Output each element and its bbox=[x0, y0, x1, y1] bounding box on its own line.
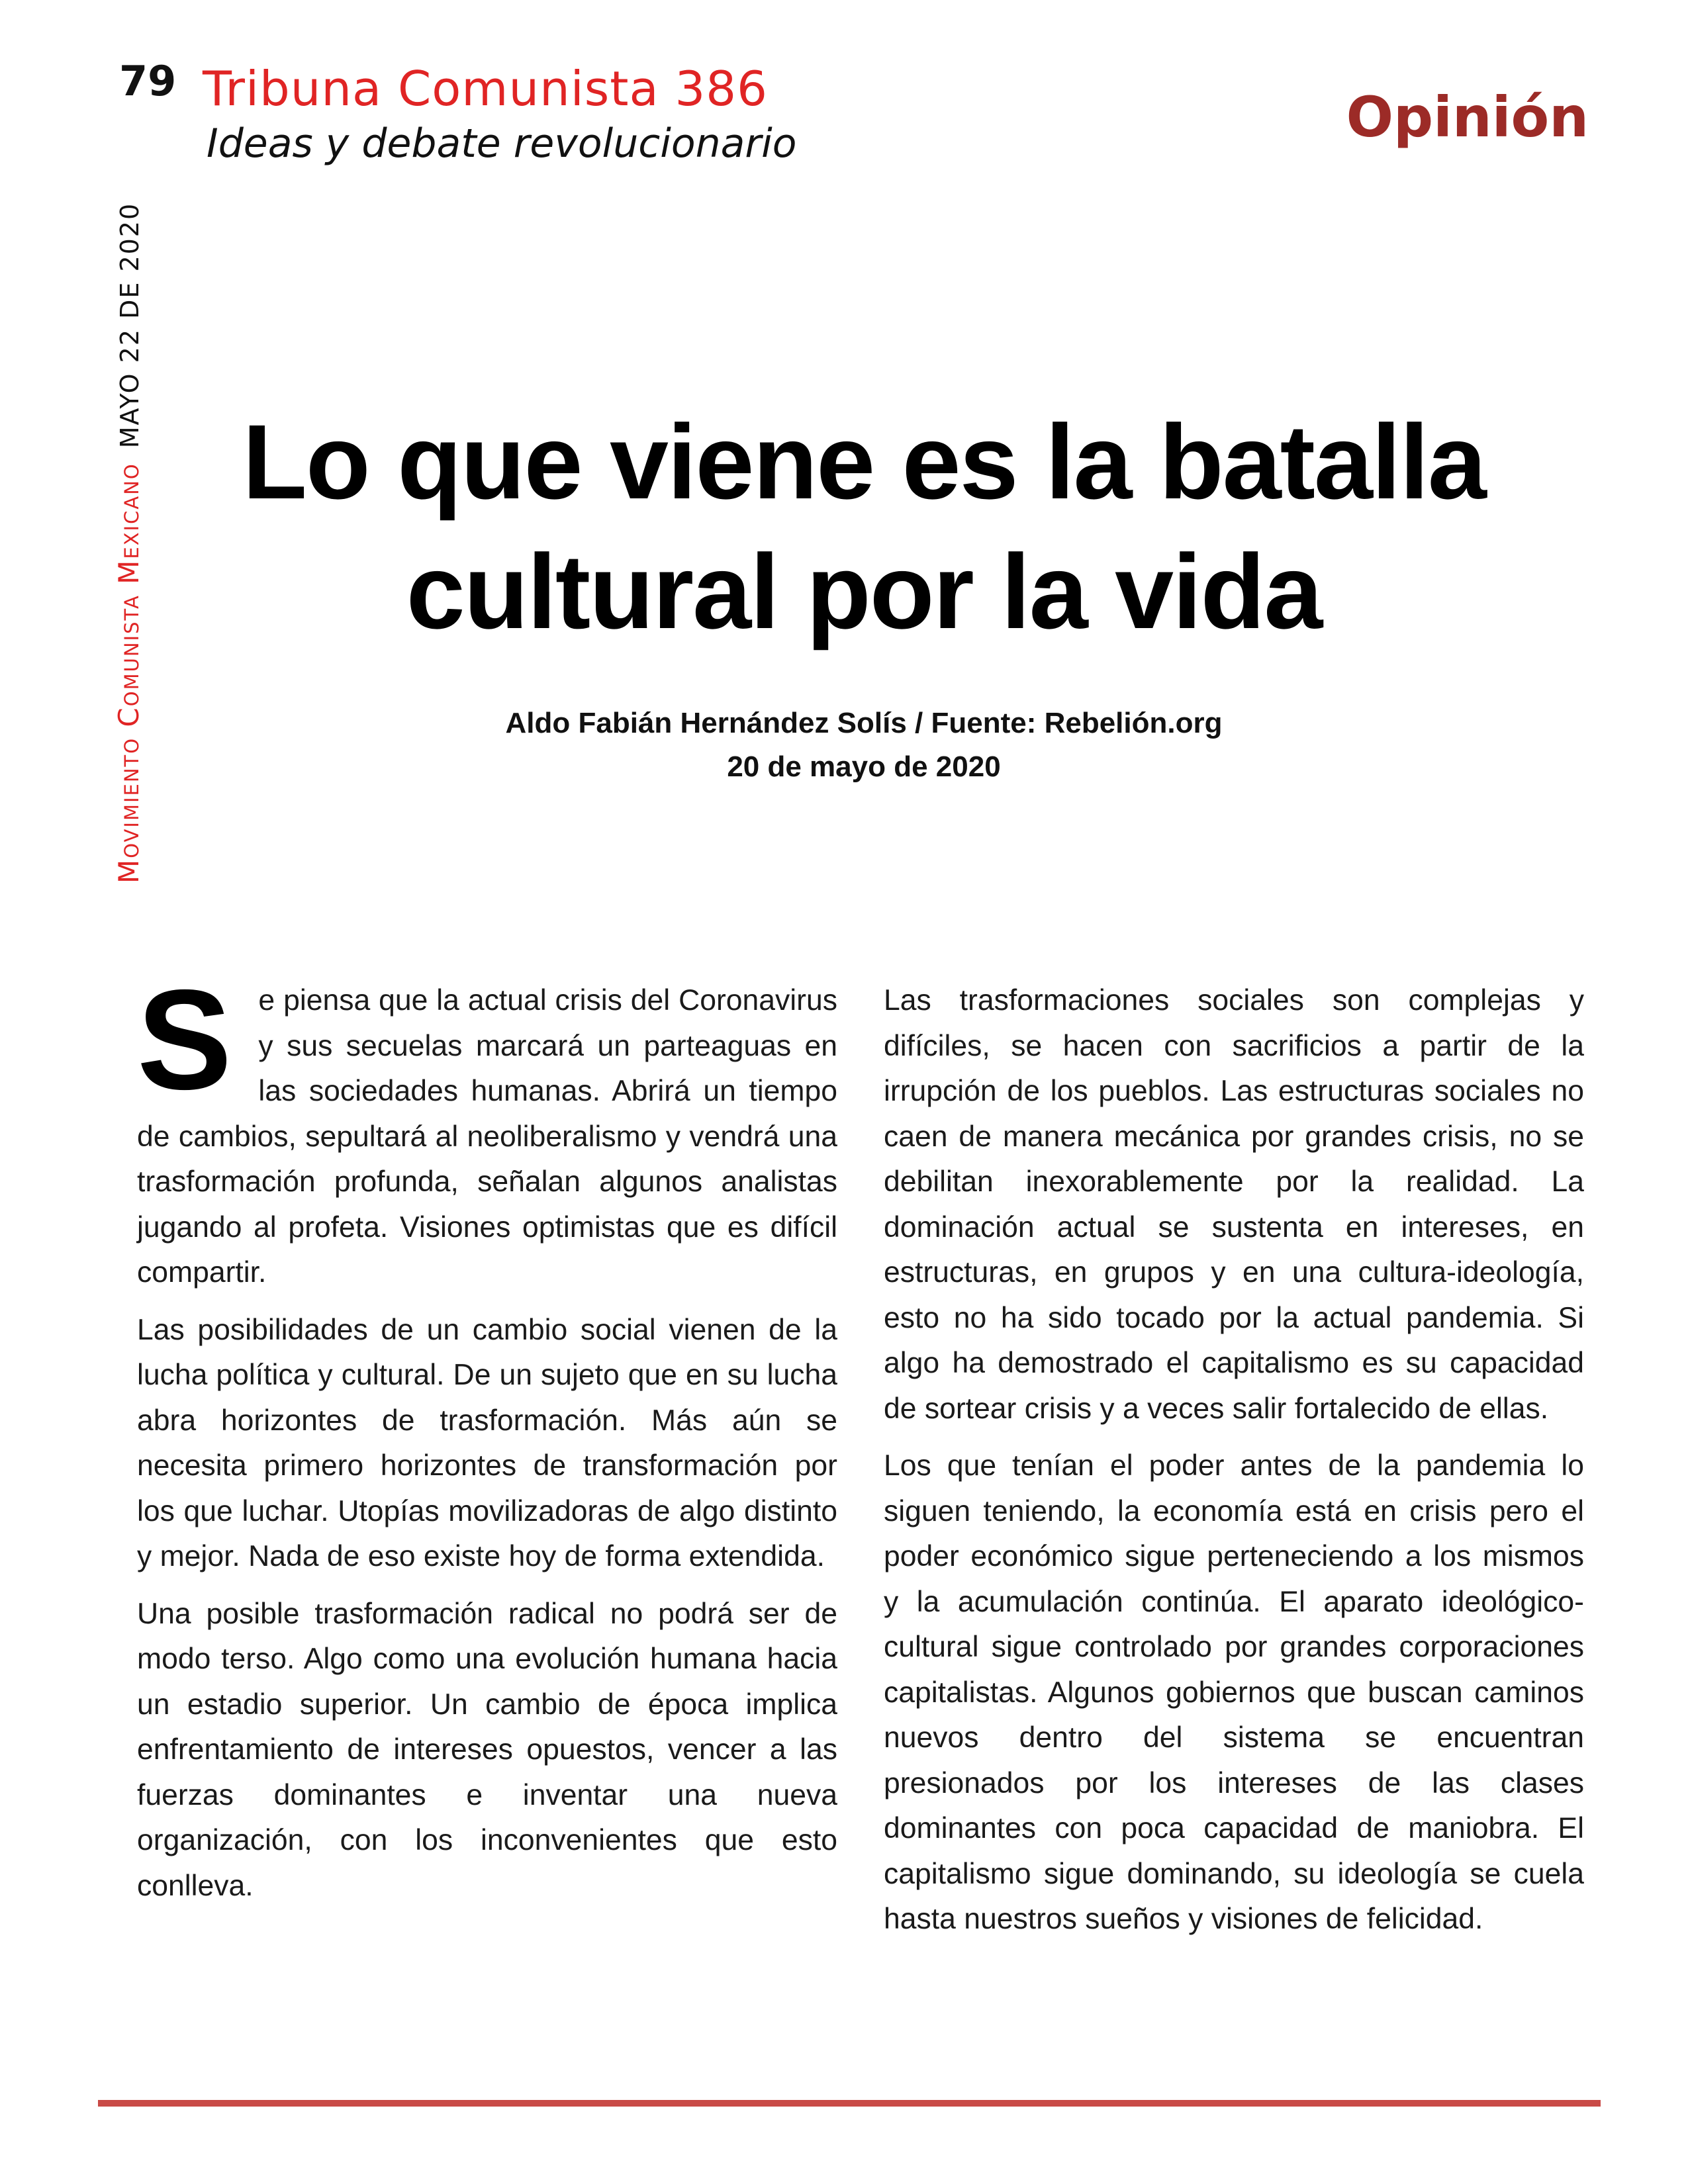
vertical-sidebar-label bbox=[113, 203, 145, 884]
bottom-divider bbox=[98, 2100, 1601, 2107]
magazine-subtitle: Ideas y debate revolucionario bbox=[207, 120, 797, 167]
paragraph: Una posible trasformación radical no podrá ser de modo terso. Algo como una evolución humana hacia un estadio superior. Un cambio de época implica enfrentamiento de intereses opuestos, vencer a las fuerzas dominantes e inventar una nueva organización, con los inconvenientes que esto conlleva. bbox=[137, 1597, 837, 1902]
left-column bbox=[137, 960, 837, 1921]
drop-cap: S bbox=[137, 960, 232, 1119]
article-byline-block bbox=[152, 702, 1575, 789]
right-column bbox=[884, 978, 1584, 1954]
paragraph: Las posibilidades de un cambio social vienen de la lucha política y cultural. De un sujeto que en su lucha abra horizontes de trasformación. Más aún se necesita primero horizontes de transformación por los que luchar. Utopías movilizadoras de algo distinto y mejor. Nada de eso existe hoy de forma extendida. bbox=[137, 1313, 837, 1572]
page-number: 79 bbox=[119, 57, 177, 105]
sidebar-date: MAYO 22 DE 2020 bbox=[115, 202, 144, 449]
section-label: Opinión bbox=[1346, 85, 1589, 150]
article-byline: Aldo Fabián Hernández Solís / Fuente: Rebelión.org bbox=[505, 707, 1223, 739]
magazine-title: Tribuna Comunista 386 bbox=[203, 61, 768, 116]
paragraph: Las trasformaciones sociales son complejas y difíciles, se hacen con sacrificios a partir de la irrupción de los pueblos. Las estructuras sociales no caen de manera mecánica por grandes crisis, no se debilitan inexorablemente por la realidad. La dominación actual se sustenta en intereses, en estructuras, en grupos y en una cultura-ideología, esto no ha sido tocado por la actual pandemia. Si algo ha demostrado el capitalismo es su capacidad de sortear crisis y a veces salir fortalecido de ellas. bbox=[884, 984, 1584, 1425]
article-title: Lo que viene es la batalla cultural por la vida bbox=[242, 402, 1485, 651]
paragraph bbox=[137, 960, 837, 1296]
first-paragraph-text: e piensa que la actual crisis del Coronavirus y sus secuelas marcará un parteaguas en las sociedades humanas. Abrirá un tiempo de cambios, sepultará al neoliberalismo y vendrá una trasformación profunda, señalan algunos analistas jugando al profeta. Visiones optimistas que es difícil compartir. bbox=[137, 984, 837, 1289]
paragraph: Los que tenían el poder antes de la pandemia lo siguen teniendo, la economía está en crisis pero el poder económico sigue perteneciendo a los mismos y la acumulación continúa. El aparato ideológico-cultural sigue controlado por grandes corporaciones capitalistas. Algunos gobiernos que buscan caminos nuevos dentro del sistema se encuentran presionados por los intereses de las clases dominantes con poca capacidad de maniobra. El capitalismo sigue dominando, su ideología se cuela hasta nuestros sueños y visiones de felicidad. bbox=[884, 1449, 1584, 1935]
article-date: 20 de mayo de 2020 bbox=[727, 751, 1001, 783]
sidebar-organization: Movimiento Comunista Mexicano bbox=[113, 463, 145, 884]
